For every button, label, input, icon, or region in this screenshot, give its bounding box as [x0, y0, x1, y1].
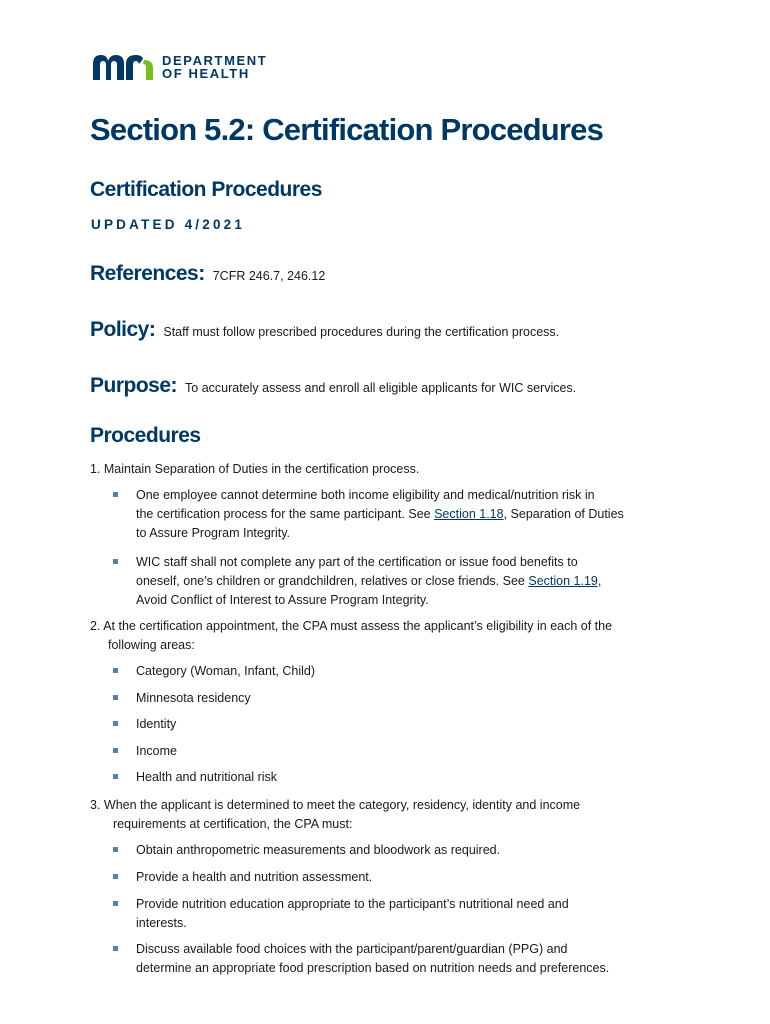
purpose-row: [90, 374, 576, 398]
bullet-square-icon: [113, 901, 118, 906]
references-row: [90, 262, 325, 286]
procedure-item-2-line2: following areas:: [108, 638, 195, 652]
bullet-square-icon: [113, 774, 118, 779]
item3-bullet: Provide a health and nutrition assessment.: [136, 870, 373, 884]
purpose-label: Purpose:: [90, 374, 178, 397]
bullet-square-icon: [113, 874, 118, 879]
item1-bullet2-line2: oneself, one’s children or grandchildren, relatives or close friends. See Section 1.19,: [136, 574, 602, 588]
bullet-square-icon: [113, 695, 118, 700]
procedure-item-2-line1: 2. At the certification appointment, the CPA must assess the applicant’s eligibility in each of the: [90, 619, 613, 633]
logo-line-1: DEPARTMENT: [162, 53, 268, 68]
section-subtitle: Certification Procedures: [90, 178, 322, 201]
purpose-value: To accurately assess and enroll all eligible applicants for WIC services.: [185, 381, 577, 395]
item1-bullet1-line3: to Assure Program Integrity.: [136, 526, 290, 540]
logo-line-2: OF HEALTH: [162, 66, 250, 81]
item2-bullet: Health and nutritional risk: [136, 770, 278, 784]
references-label: References:: [90, 262, 205, 285]
bullet-square-icon: [113, 721, 118, 726]
item2-bullet: Income: [136, 744, 177, 758]
item3-bullet3-line1: Provide nutrition education appropriate to the participant’s nutritional need and: [136, 897, 569, 911]
item2-bullet: Identity: [136, 717, 177, 731]
mn-logo-icon: [90, 52, 156, 82]
item2-bullet: Minnesota residency: [136, 691, 251, 705]
references-value: 7CFR 246.7, 246.12: [212, 269, 326, 283]
item1-bullet2-line1: WIC staff shall not complete any part of the certification or issue food benefits to: [136, 555, 578, 569]
item1-bullet2-line3: Avoid Conflict of Interest to Assure Program Integrity.: [136, 593, 429, 607]
procedure-item-1: 1. Maintain Separation of Duties in the certification process.: [90, 462, 420, 476]
bullet-square-icon: [113, 748, 118, 753]
policy-value: Staff must follow prescribed procedures during the certification process.: [163, 325, 560, 339]
logo-text: [162, 54, 267, 80]
item3-bullet: Obtain anthropometric measurements and bloodwork as required.: [136, 843, 501, 857]
bullet-square-icon: [113, 492, 118, 497]
policy-row: [90, 318, 559, 342]
bullet-square-icon: [113, 559, 118, 564]
page-title: Section 5.2: Certification Procedures: [90, 112, 604, 147]
section-1-19-link[interactable]: Section 1.19,: [528, 574, 602, 588]
item3-bullet4-line1: Discuss available food choices with the participant/parent/guardian (PPG) and: [136, 942, 568, 956]
policy-label: Policy:: [90, 318, 156, 341]
item3-bullet3-line2: interests.: [136, 916, 187, 930]
item1-bullet1-line1: One employee cannot determine both income eligibility and medical/nutrition risk in: [136, 488, 595, 502]
item2-bullet: Category (Woman, Infant, Child): [136, 664, 316, 678]
bullet-square-icon: [113, 847, 118, 852]
item1-bullet1-line2: the certification process for the same participant. See Section 1.18, Separation of Duties: [136, 507, 624, 521]
mdh-logo: [90, 52, 267, 82]
bullet-square-icon: [113, 668, 118, 673]
bullet-square-icon: [113, 946, 118, 951]
updated-date: UPDATED 4/2021: [91, 217, 246, 232]
procedure-item-3-line1: 3. When the applicant is determined to meet the category, residency, identity and income: [90, 798, 581, 812]
section-1-18-link[interactable]: Section 1.18: [434, 507, 504, 521]
procedures-heading: Procedures: [90, 424, 201, 447]
procedure-item-3-line2: requirements at certification, the CPA must:: [113, 817, 353, 831]
item3-bullet4-line2: determine an appropriate food prescription based on nutrition needs and preferences.: [136, 961, 610, 975]
